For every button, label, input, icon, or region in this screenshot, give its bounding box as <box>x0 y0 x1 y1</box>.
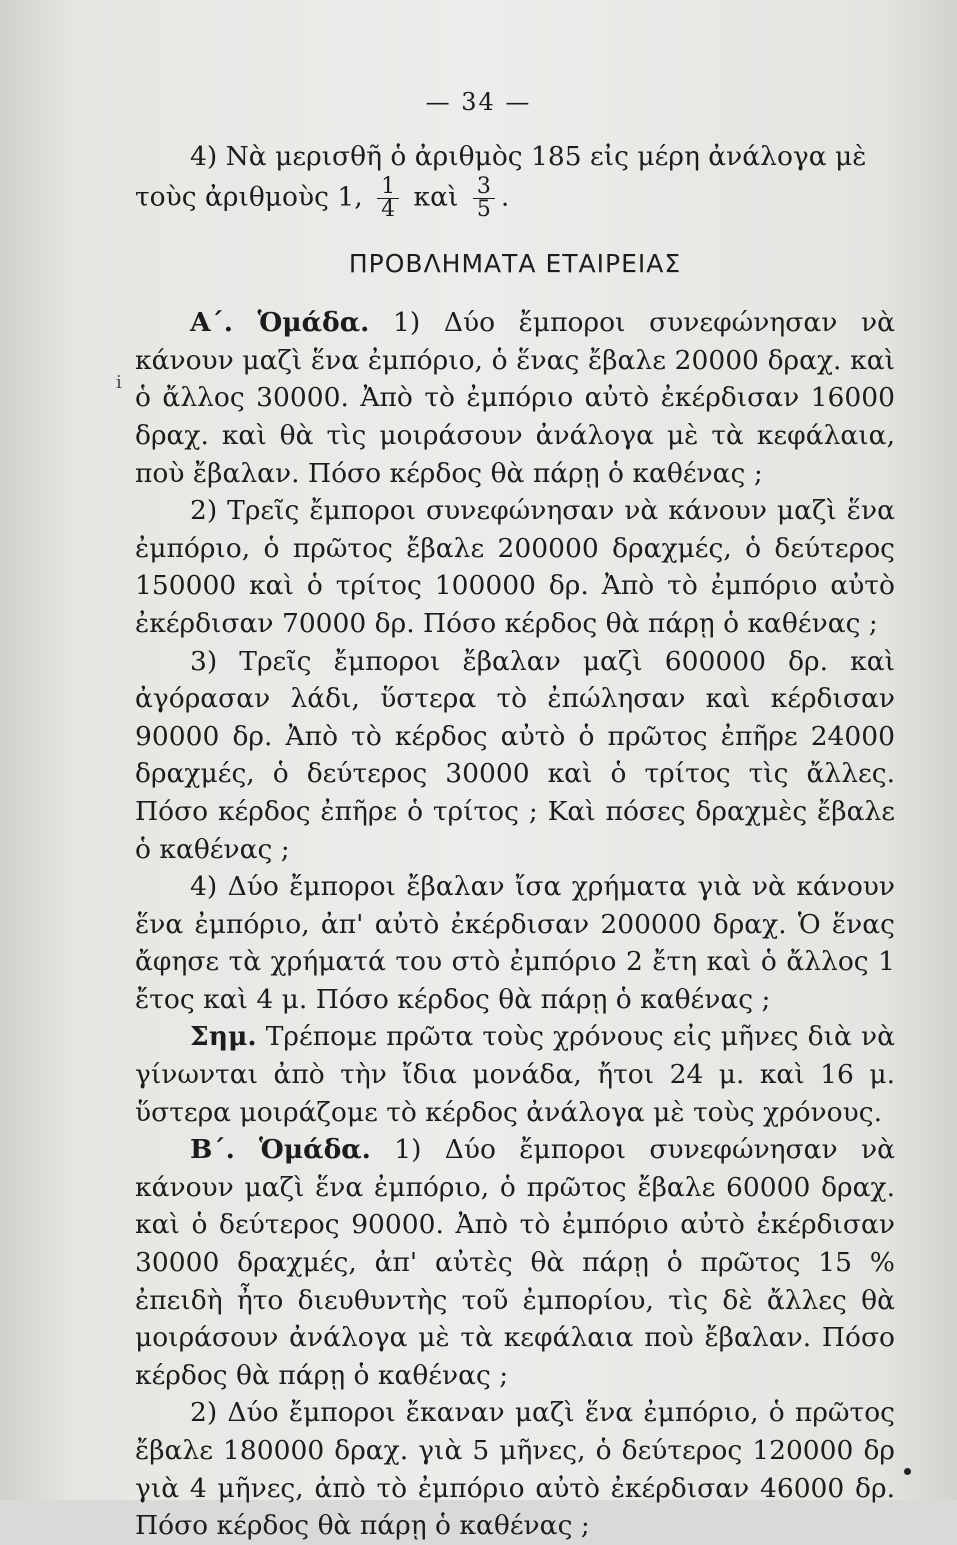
group-b-problem-2: 2) Δύο ἔμποροι ἔκαναν μαζὶ ἕνα ἐμπόριο, ὁ πρῶτος ἔβαλε 180000 δραχ. γιὰ 5 μῆνες, ὁ δεύτερος 120000 δρ γιὰ 4 μῆνες, ἀπὸ τὸ ἐμπόριο αὐτὸ ἐκέρδισαν 46000 δρ. Πόσο κέρδος θὰ πάρῃ ὁ καθένας ; <box>135 1397 895 1542</box>
page-body <box>135 138 895 1545</box>
exercise-4-line2: τοὺς ἀριθμοὺς 1, $\frac{1}{4}$ καὶ $\frac{3}{5}$ . <box>135 173 510 222</box>
ink-dot <box>904 1468 911 1475</box>
exercise-4-line1: 4) Νὰ μερισθῆ ὁ ἀριθμὸς 185 εἰς μέρη ἀνάλογα μὲ <box>190 141 867 172</box>
group-b-problem-1: Β΄. Ὁμάδα. 1) Δύο ἔμποροι συνεφώνησαν νὰ κάνουν μαζὶ ἕνα ἐμπόριο, ὁ πρῶτος ἔβαλε 60000 δραχ. καὶ ὁ δεύτερος 90000. Ἀπὸ τὸ ἐμπόριο αὐτὸ ἐκέρδισαν 30000 δραχμές, ἀπ' αὐτὲς θὰ πάρῃ ὁ πρῶτος 15 % ἐπειδὴ ἦτο διευθυντὴς τοῦ ἐμπορίου, τὶς δὲ ἄλλες θὰ μοιράσουν ἀνάλογα μὲ τὰ κεφάλαια ποὺ ἔβαλαν. Πόσο κέρδος θὰ πάρῃ ὁ καθένας ; <box>135 1134 895 1391</box>
page-number: — 34 — <box>425 88 532 116</box>
fraction-one-quarter: $\frac{1}{4}$ <box>377 176 399 221</box>
note-label: Σημ. <box>190 1021 257 1053</box>
group-a-problem-4: 4) Δύο ἔμποροι ἔβαλαν ἴσα χρήματα γιὰ νὰ κάνουν ἕνα ἐμπόριο, ἀπ' αὐτὸ ἐκέρδισαν 200000 δραχ. Ὁ ἕνας ἄφησε τὰ χρήματά του στὸ ἐμπόριο 2 ἔτη καὶ ὁ ἄλλος 1 ἔτος καὶ 4 μ. Πόσο κέρδος θὰ πάρῃ ὁ καθένας ; <box>135 871 895 1015</box>
group-a-problem-1: Α΄. Ὁμάδα. 1) Δύο ἔμποροι συνεφώνησαν νὰ κάνουν μαζὶ ἕνα ἐμπόριο, ὁ ἕνας ἔβαλε 20000 δραχ. καὶ ὁ ἄλλος 30000. Ἀπὸ τὸ ἐμπόριο αὐτὸ ἐκέρδισαν 16000 δραχ. καὶ θὰ τὶς μοιράσουν ἀνάλογα μὲ τὰ κεφάλαια, ποὺ ἔβαλαν. Πόσο κέρδος θὰ πάρῃ ὁ καθένας ; <box>135 307 895 489</box>
group-b-label: Β΄. Ὁμάδα. <box>190 1134 371 1166</box>
group-a-problem-2: 2) Τρεῖς ἔμποροι συνεφώνησαν νὰ κάνουν μαζὶ ἕνα ἐμπόριο, ὁ πρῶτος ἔβαλε 200000 δραχμές, ὁ δεύτερος 150000 καὶ ὁ τρίτος 100000 δρ. Ἀπὸ τὸ ἐμπόριο αὐτὸ ἐκέρδισαν 70000 δρ. Πόσο κέρδος θὰ πάρῃ ὁ καθένας ; <box>135 495 895 639</box>
fraction-three-fifths: $\frac{3}{5}$ <box>473 176 495 221</box>
group-a-note: Σημ. Τρέπομε πρῶτα τοὺς χρόνους εἰς μῆνες διὰ νὰ γίνωνται ἀπὸ τὴν ἴδια μονάδα, ἤτοι 24 μ. καὶ 16 μ. ὕστερα μοιράζομε τὸ κέρδος ἀνάλογα μὲ τοὺς χρόνους. <box>135 1021 895 1128</box>
group-a-problem-3: 3) Τρεῖς ἔμποροι ἔβαλαν μαζὶ 600000 δρ. καὶ ἀγόρασαν λάδι, ὕστερα τὸ ἐπώλησαν καὶ κέρδισαν 90000 δρ. Ἀπὸ τὸ κέρδος αὐτὸ ὁ πρῶτος ἐπῆρε 24000 δραχμές, ὁ δεύτερος 30000 καὶ ὁ τρίτος τὶς ἄλλες. Πόσο κέρδος ἐπῆρε ὁ τρίτος ; Καὶ πόσες δραχμὲς ἔβαλε ὁ καθένας ; <box>135 645 895 865</box>
margin-mark: ⅰ <box>116 372 122 393</box>
section-heading: ΠΡΟΒΛΗΜΑΤΑ ΕΤΑΙΡΕΙΑΣ <box>348 248 682 278</box>
group-a-label: Α΄. Ὁμάδα. <box>190 307 370 339</box>
